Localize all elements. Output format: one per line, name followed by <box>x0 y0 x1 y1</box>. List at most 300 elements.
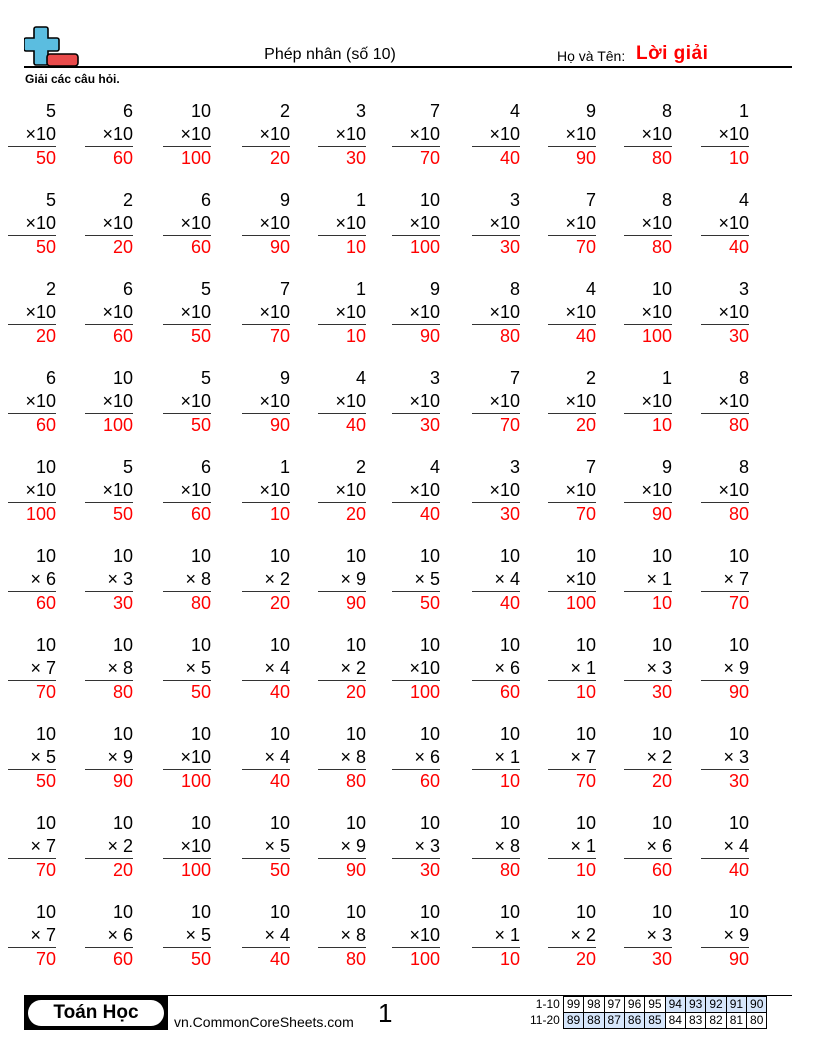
answer: 20 <box>345 682 366 702</box>
multiplicand: 10 <box>499 724 520 744</box>
multiplicand: 8 <box>738 457 749 477</box>
problem <box>163 723 211 793</box>
problem <box>242 545 290 615</box>
multiplicand: 10 <box>651 279 672 299</box>
score-cell: 85 <box>645 1013 665 1029</box>
multiplier: ×10 <box>624 212 672 236</box>
multiplier: × 1 <box>472 746 520 770</box>
multiplier: × 9 <box>318 568 366 592</box>
multiplicand: 4 <box>738 190 749 210</box>
multiplier: × 1 <box>548 835 596 859</box>
name-value: Lời giải <box>636 43 709 64</box>
answer: 40 <box>575 326 596 346</box>
problem <box>8 901 56 971</box>
name-label: Họ và Tên: <box>557 48 626 64</box>
problem <box>242 634 290 704</box>
problem <box>242 456 290 526</box>
answer: 30 <box>419 415 440 435</box>
multiplicand: 10 <box>269 546 290 566</box>
problem <box>318 901 366 971</box>
multiplicand: 10 <box>651 635 672 655</box>
multiplicand: 10 <box>419 724 440 744</box>
problem <box>85 545 133 615</box>
multiplier: ×10 <box>163 746 211 770</box>
answer: 60 <box>499 682 520 702</box>
answer: 40 <box>269 682 290 702</box>
multiplier: ×10 <box>242 479 290 503</box>
problem <box>85 723 133 793</box>
multiplicand: 1 <box>661 368 672 388</box>
multiplicand: 9 <box>661 457 672 477</box>
problem <box>8 367 56 437</box>
problem <box>8 456 56 526</box>
answer: 10 <box>728 148 749 168</box>
answer: 10 <box>499 771 520 791</box>
answer: 60 <box>35 415 56 435</box>
multiplier: × 8 <box>163 568 211 592</box>
multiplicand: 5 <box>200 368 211 388</box>
multiplier: × 6 <box>392 746 440 770</box>
multiplier: × 5 <box>8 746 56 770</box>
problem <box>8 545 56 615</box>
problem <box>624 100 672 170</box>
answer: 70 <box>728 593 749 613</box>
multiplicand: 10 <box>112 902 133 922</box>
multiplier: ×10 <box>318 479 366 503</box>
answer: 10 <box>651 415 672 435</box>
answer: 10 <box>269 504 290 524</box>
multiplicand: 10 <box>651 724 672 744</box>
problem <box>242 812 290 882</box>
multiplier: ×10 <box>472 123 520 147</box>
answer: 60 <box>190 237 211 257</box>
multiplier: × 9 <box>701 924 749 948</box>
answer: 20 <box>112 237 133 257</box>
multiplicand: 2 <box>279 101 290 121</box>
problem <box>392 367 440 437</box>
multiplier: × 8 <box>472 835 520 859</box>
multiplicand: 10 <box>345 724 366 744</box>
score-cell: 97 <box>604 997 624 1013</box>
problem <box>318 545 366 615</box>
problem <box>701 189 749 259</box>
multiplier: × 1 <box>472 924 520 948</box>
answer: 50 <box>269 860 290 880</box>
answer: 100 <box>641 326 672 346</box>
answer: 40 <box>269 771 290 791</box>
multiplicand: 10 <box>728 902 749 922</box>
problem <box>548 367 596 437</box>
answer: 100 <box>180 860 211 880</box>
multiplier: ×10 <box>472 301 520 325</box>
answer: 80 <box>112 682 133 702</box>
problem <box>85 367 133 437</box>
answer: 60 <box>112 326 133 346</box>
multiplicand: 3 <box>509 457 520 477</box>
multiplicand: 10 <box>190 101 211 121</box>
answer: 40 <box>499 593 520 613</box>
multiplier: ×10 <box>624 479 672 503</box>
problem <box>624 812 672 882</box>
multiplier: ×10 <box>8 123 56 147</box>
multiplicand: 6 <box>200 457 211 477</box>
problem <box>548 723 596 793</box>
problem <box>318 278 366 348</box>
multiplier: ×10 <box>392 390 440 414</box>
multiplier: ×10 <box>318 212 366 236</box>
problem <box>392 723 440 793</box>
problem <box>8 100 56 170</box>
multiplicand: 10 <box>269 902 290 922</box>
multiplier: ×10 <box>8 212 56 236</box>
problem <box>85 812 133 882</box>
problem <box>318 723 366 793</box>
answer: 60 <box>35 593 56 613</box>
problem <box>242 901 290 971</box>
answer: 90 <box>651 504 672 524</box>
problem <box>392 278 440 348</box>
answer: 30 <box>499 504 520 524</box>
answer: 60 <box>190 504 211 524</box>
problem <box>472 634 520 704</box>
multiplier: ×10 <box>548 390 596 414</box>
multiplicand: 5 <box>45 190 56 210</box>
problem <box>472 189 520 259</box>
multiplier: ×10 <box>548 301 596 325</box>
multiplier: × 1 <box>624 568 672 592</box>
multiplier: ×10 <box>548 212 596 236</box>
answer: 10 <box>345 326 366 346</box>
multiplicand: 10 <box>419 902 440 922</box>
multiplicand: 8 <box>509 279 520 299</box>
score-cell: 94 <box>665 997 685 1013</box>
multiplier: ×10 <box>8 479 56 503</box>
multiplicand: 10 <box>499 813 520 833</box>
multiplicand: 7 <box>585 190 596 210</box>
score-cell: 93 <box>685 997 705 1013</box>
problem <box>472 367 520 437</box>
problem <box>701 901 749 971</box>
multiplier: ×10 <box>85 390 133 414</box>
multiplicand: 4 <box>509 101 520 121</box>
answer: 30 <box>728 326 749 346</box>
problem <box>242 278 290 348</box>
multiplier: ×10 <box>701 390 749 414</box>
score-cell: 80 <box>747 1013 767 1029</box>
multiplicand: 10 <box>499 546 520 566</box>
multiplicand: 10 <box>190 724 211 744</box>
multiplicand: 6 <box>200 190 211 210</box>
problem <box>548 634 596 704</box>
multiplicand: 6 <box>122 279 133 299</box>
answer: 30 <box>651 682 672 702</box>
answer: 20 <box>269 148 290 168</box>
multiplicand: 10 <box>35 457 56 477</box>
multiplier: ×10 <box>163 212 211 236</box>
answer: 100 <box>565 593 596 613</box>
problem <box>472 901 520 971</box>
multiplicand: 10 <box>419 813 440 833</box>
problem <box>701 723 749 793</box>
problem <box>548 812 596 882</box>
multiplicand: 10 <box>190 902 211 922</box>
answer: 70 <box>419 148 440 168</box>
multiplicand: 3 <box>738 279 749 299</box>
multiplier: × 6 <box>85 924 133 948</box>
problem <box>242 367 290 437</box>
answer: 60 <box>112 949 133 969</box>
score-cell: 95 <box>645 997 665 1013</box>
multiplicand: 1 <box>279 457 290 477</box>
multiplier: × 6 <box>624 835 672 859</box>
problem <box>392 812 440 882</box>
answer: 80 <box>190 593 211 613</box>
multiplicand: 10 <box>190 635 211 655</box>
answer: 50 <box>35 148 56 168</box>
multiplier: ×10 <box>163 390 211 414</box>
problem <box>392 901 440 971</box>
multiplicand: 10 <box>345 813 366 833</box>
score-cell: 83 <box>685 1013 705 1029</box>
problem <box>548 545 596 615</box>
answer: 80 <box>345 771 366 791</box>
multiplier: ×10 <box>163 123 211 147</box>
multiplicand: 6 <box>45 368 56 388</box>
worksheet-title: Phép nhân (số 10) <box>264 46 396 63</box>
multiplier: × 7 <box>701 568 749 592</box>
answer: 40 <box>419 504 440 524</box>
multiplier: ×10 <box>392 924 440 948</box>
answer: 100 <box>180 148 211 168</box>
score-row <box>527 997 767 1013</box>
problem <box>548 278 596 348</box>
multiplicand: 10 <box>345 546 366 566</box>
multiplier: ×10 <box>8 390 56 414</box>
multiplicand: 10 <box>419 546 440 566</box>
answer: 40 <box>728 237 749 257</box>
problem <box>392 100 440 170</box>
multiplicand: 1 <box>355 190 366 210</box>
problem <box>163 545 211 615</box>
answer: 80 <box>499 326 520 346</box>
answer: 20 <box>575 415 596 435</box>
multiplier: × 5 <box>163 657 211 681</box>
score-table <box>527 996 767 1029</box>
score-cell: 96 <box>624 997 644 1013</box>
multiplier: × 3 <box>701 746 749 770</box>
problem <box>8 278 56 348</box>
problem <box>163 634 211 704</box>
multiplicand: 6 <box>122 101 133 121</box>
multiplier: ×10 <box>163 479 211 503</box>
score-row-label: 1-10 <box>535 997 560 1011</box>
multiplier: ×10 <box>85 123 133 147</box>
problem <box>163 278 211 348</box>
multiplicand: 10 <box>190 813 211 833</box>
answer: 20 <box>35 326 56 346</box>
problem <box>8 812 56 882</box>
answer: 20 <box>112 860 133 880</box>
multiplier: × 8 <box>318 746 366 770</box>
problem <box>163 367 211 437</box>
multiplier: ×10 <box>85 301 133 325</box>
answer: 70 <box>575 237 596 257</box>
multiplicand: 2 <box>355 457 366 477</box>
answer: 30 <box>499 237 520 257</box>
answer: 40 <box>499 148 520 168</box>
multiplicand: 7 <box>509 368 520 388</box>
answer: 80 <box>728 504 749 524</box>
answer: 10 <box>575 860 596 880</box>
answer: 90 <box>419 326 440 346</box>
problem <box>624 634 672 704</box>
multiplier: ×10 <box>242 123 290 147</box>
answer: 20 <box>575 949 596 969</box>
problem <box>163 189 211 259</box>
multiplier: × 4 <box>242 746 290 770</box>
multiplicand: 2 <box>45 279 56 299</box>
multiplicand: 10 <box>499 635 520 655</box>
multiplier: ×10 <box>163 835 211 859</box>
multiplicand: 10 <box>419 190 440 210</box>
problem <box>624 189 672 259</box>
multiplier: × 5 <box>242 835 290 859</box>
multiplicand: 1 <box>355 279 366 299</box>
multiplier: × 6 <box>8 568 56 592</box>
multiplier: × 4 <box>242 924 290 948</box>
multiplier: ×10 <box>392 123 440 147</box>
score-cell: 81 <box>726 1013 746 1029</box>
multiplicand: 8 <box>661 101 672 121</box>
multiplier: ×10 <box>163 301 211 325</box>
multiplicand: 10 <box>575 813 596 833</box>
answer: 50 <box>190 326 211 346</box>
score-cell: 99 <box>563 997 583 1013</box>
multiplicand: 10 <box>575 546 596 566</box>
multiplicand: 10 <box>575 635 596 655</box>
multiplier: × 2 <box>242 568 290 592</box>
problem <box>624 367 672 437</box>
problem <box>85 901 133 971</box>
answer: 70 <box>575 771 596 791</box>
multiplicand: 9 <box>429 279 440 299</box>
multiplicand: 10 <box>345 902 366 922</box>
multiplicand: 10 <box>112 546 133 566</box>
multiplicand: 10 <box>575 724 596 744</box>
problem <box>163 812 211 882</box>
answer: 30 <box>728 771 749 791</box>
multiplicand: 10 <box>728 813 749 833</box>
score-cell: 91 <box>726 997 746 1013</box>
problem <box>548 901 596 971</box>
multiplicand: 10 <box>190 546 211 566</box>
score-row <box>527 1013 767 1029</box>
multiplier: × 7 <box>8 835 56 859</box>
problem <box>701 278 749 348</box>
multiplier: × 9 <box>85 746 133 770</box>
problem <box>624 901 672 971</box>
problem <box>392 189 440 259</box>
multiplier: × 2 <box>548 924 596 948</box>
multiplicand: 5 <box>200 279 211 299</box>
answer: 50 <box>35 771 56 791</box>
answer: 90 <box>345 860 366 880</box>
problem <box>701 100 749 170</box>
problem <box>472 100 520 170</box>
answer: 20 <box>651 771 672 791</box>
multiplier: ×10 <box>392 479 440 503</box>
multiplicand: 10 <box>269 813 290 833</box>
problem <box>392 545 440 615</box>
page-number: 1 <box>378 998 393 1028</box>
score-row-label: 11-20 <box>530 1013 560 1027</box>
brand-badge <box>24 996 168 1030</box>
problem <box>8 634 56 704</box>
multiplier: ×10 <box>472 479 520 503</box>
answer: 10 <box>575 682 596 702</box>
header-divider <box>24 66 792 68</box>
problem <box>472 278 520 348</box>
multiplier: ×10 <box>624 301 672 325</box>
score-cell: 88 <box>584 1013 604 1029</box>
answer: 50 <box>190 415 211 435</box>
problem <box>392 634 440 704</box>
problem <box>163 100 211 170</box>
multiplier: × 8 <box>318 924 366 948</box>
multiplier: × 2 <box>318 657 366 681</box>
multiplicand: 3 <box>355 101 366 121</box>
multiplier: × 5 <box>163 924 211 948</box>
multiplicand: 4 <box>585 279 596 299</box>
score-cell: 90 <box>747 997 767 1013</box>
problem <box>163 456 211 526</box>
answer: 30 <box>112 593 133 613</box>
answer: 60 <box>651 860 672 880</box>
multiplier: × 8 <box>85 657 133 681</box>
multiplicand: 9 <box>585 101 596 121</box>
instructions: Giải các câu hỏi. <box>25 72 120 86</box>
answer: 10 <box>651 593 672 613</box>
problem <box>472 812 520 882</box>
multiplier: ×10 <box>392 212 440 236</box>
problem <box>8 723 56 793</box>
problem <box>624 456 672 526</box>
multiplicand: 10 <box>345 635 366 655</box>
problem <box>85 189 133 259</box>
problem <box>624 545 672 615</box>
multiplier: ×10 <box>242 212 290 236</box>
problem <box>318 812 366 882</box>
multiplier: ×10 <box>701 479 749 503</box>
answer: 90 <box>728 949 749 969</box>
multiplicand: 3 <box>509 190 520 210</box>
multiplicand: 7 <box>429 101 440 121</box>
problem <box>242 189 290 259</box>
multiplicand: 10 <box>112 635 133 655</box>
brand-label: Toán Học <box>28 1000 164 1026</box>
answer: 50 <box>112 504 133 524</box>
score-cell: 87 <box>604 1013 624 1029</box>
answer: 60 <box>419 771 440 791</box>
answer: 30 <box>419 860 440 880</box>
score-cell: 86 <box>624 1013 644 1029</box>
answer: 40 <box>345 415 366 435</box>
multiplicand: 3 <box>429 368 440 388</box>
multiplicand: 10 <box>651 546 672 566</box>
multiplier: × 3 <box>624 924 672 948</box>
multiplicand: 10 <box>728 546 749 566</box>
multiplicand: 10 <box>112 813 133 833</box>
